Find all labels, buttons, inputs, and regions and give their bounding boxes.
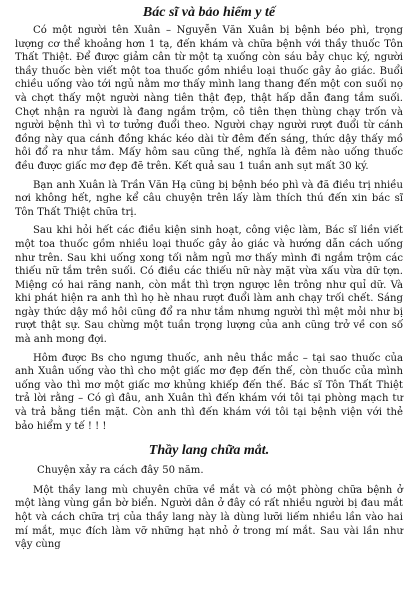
article-title: Thầy lang chữa mắt. [148, 443, 270, 459]
article-intro: Chuyện xảy ra cách đây 50 năm. [37, 465, 204, 477]
article-paragraph: Có một người tên Xuân – Nguyễn Văn Xuân bị bệnh béo phì, trọng lượng cơ thể khoảng hơn 1 tạ, đến khám và chữa bệnh với thầy thuốc Tôn Thất Thiệt. Để được giảm cân từ một tạ xuống còn sáu bảy chục ký, người thầy thuốc bèn viết một toa thuốc gồm nhiều loại thuốc gây ảo giác. Buổi chiều uống vào tới ngủ nằm mơ thấy mình lang thang đến một con suối nọ và chợt thấy một người nàng tiên thật đẹp, thật hấp dẫn đang tắm suối. Chợt nhận ra người là đang ngắm trộm, cô tiên thẹn thùng chạy trốn và người bệnh thì vì tơ tưởng đuổi theo. Người chạy người rượt đuổi từ cánh đồng này qua cánh đồng khác kéo dài từ đêm đến sáng, thức dậy thấy mồ hôi đổ ra như tắm. Mấy hôm sau cũng thế, nghĩa là đêm nào uống thuốc đều được giấc mơ đẹp đẽ trên. Kết quả sau 1 tuần anh sụt mất 30 ký. [15, 25, 403, 172]
article-title: Bác sĩ và bảo hiểm y tế [142, 5, 276, 20]
article-paragraph: Bạn anh Xuân là Trần Văn Hạ cũng bị bệnh béo phì và đã điều trị nhiều nơi không hết, nghe kể câu chuyện trên lấy làm thích thú đến xin bác sĩ Tôn Thất Thiệt chữa trị. [15, 179, 403, 218]
article-paragraph: Sau khi hỏi hết các điều kiện sinh hoạt, công việc làm, Bác sĩ liền viết một toa thuốc gồm nhiều loại thuốc gây ảo giác và hướng dẫn cách uống như trên. Sau khi uống xong tối nằm ngủ mơ thấy mình đi ngắm trộm các thiếu nữ tắm trên suối. Có điều các thiếu nữ này mặt vừa xấu vừa dữ tợn. Miệng có hai răng nanh, còn mắt thì trợn ngược lên trông như quỉ dữ. Và khi phát hiện ra anh thì họ hè nhau rượt đuổi làm anh chạy trối chết. Sáng ngày thức dậy mồ hôi cũng đổ ra như tắm nhưng người thì mệt mỏi như bị rượt thật sự. Sau chừng một tuần trọng lượng của anh cũng trở về con số mà anh mong đợi. [15, 225, 403, 346]
article-paragraph: Một thầy lang mù chuyên chữa về mắt và có một phòng chữa bệnh ở một làng vùng gần bờ biển. Người dân ở đây có rất nhiều người bị đau mắt hột và cách chữa trị của thầy lang này là dùng lưỡi liếm nhiều lần vào hai mí mắt, mục đích làm vỡ những hạt nhỏ ở trong mí mắt. Sau vài lần như vậy cùng [15, 484, 403, 551]
article-paragraph: Hôm được Bs cho ngưng thuốc, anh nêu thắc mắc – tại sao thuốc của anh Xuân uống vào thì cho một giấc mơ đẹp đến thế, còn thuốc của mình uống vào thì mơ một giấc mơ khủng khiếp đến thế. Bác sĩ Tôn Thất Thiệt trả lời rằng – Có gì đâu, anh Xuân thì đến khám với tôi tại phòng mạch tư và trả bằng tiền mặt. Còn anh thì đến khám với tôi tại bệnh viện với thẻ bảo hiểm y tế ! ! ! [15, 352, 403, 432]
